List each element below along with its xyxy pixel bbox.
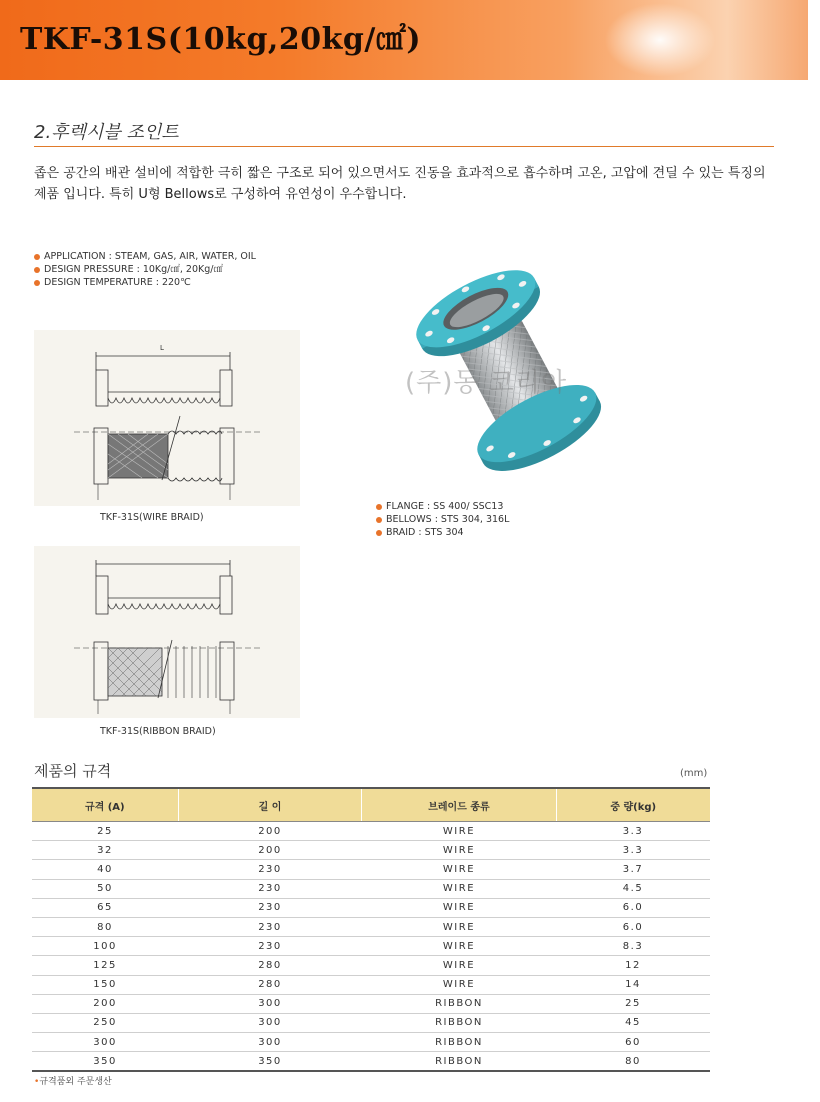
- table-cell: 125: [32, 956, 178, 975]
- table-cell: 300: [178, 1013, 362, 1032]
- bullet-icon: •: [34, 1077, 40, 1087]
- table-body: [32, 822, 710, 1072]
- table-row: [32, 975, 710, 994]
- dimension-label: L: [160, 344, 164, 352]
- table-header-row: [32, 788, 710, 822]
- spec-list: [34, 250, 256, 289]
- wire-braid-diagram: [34, 330, 300, 506]
- material-item: BELLOWS : STS 304, 316L: [376, 513, 509, 526]
- materials-list: [376, 500, 509, 539]
- table-row: [32, 937, 710, 956]
- table-cell: WIRE: [362, 917, 556, 936]
- table-cell: 150: [32, 975, 178, 994]
- table-cell: 300: [178, 994, 362, 1013]
- material-item: BRAID : STS 304: [376, 526, 509, 539]
- title-banner: [0, 0, 808, 80]
- bullet-icon: [34, 254, 40, 260]
- table-cell: 40: [32, 860, 178, 879]
- table-row: [32, 879, 710, 898]
- table-cell: 25: [556, 994, 710, 1013]
- table-cell: 230: [178, 937, 362, 956]
- table-cell: 12: [556, 956, 710, 975]
- table-cell: 280: [178, 956, 362, 975]
- table-cell: 200: [178, 822, 362, 841]
- wire-braid-caption: TKF-31S(WIRE BRAID): [100, 512, 204, 523]
- spec-item: APPLICATION : STEAM, GAS, AIR, WATER, OIL: [34, 250, 256, 263]
- column-header-braid-type: 브레이드 종류: [362, 788, 556, 822]
- table-cell: 6.0: [556, 898, 710, 917]
- table-cell: WIRE: [362, 841, 556, 860]
- table-cell: RIBBON: [362, 994, 556, 1013]
- table-cell: 200: [178, 841, 362, 860]
- spec-table: [32, 787, 710, 1072]
- wire-braid-drawing: [34, 330, 300, 506]
- table-cell: RIBBON: [362, 1013, 556, 1032]
- table-cell: WIRE: [362, 937, 556, 956]
- table-cell: 230: [178, 898, 362, 917]
- table-row: [32, 956, 710, 975]
- ribbon-braid-caption: TKF-31S(RIBBON BRAID): [100, 726, 216, 737]
- table-row: [32, 994, 710, 1013]
- spec-item: DESIGN TEMPERATURE : 220℃: [34, 276, 256, 289]
- table-row: [32, 841, 710, 860]
- table-cell: 280: [178, 975, 362, 994]
- bullet-icon: [376, 530, 382, 536]
- column-header-weight: 중 량(kg): [556, 788, 710, 822]
- table-cell: 65: [32, 898, 178, 917]
- unit-label: (mm): [680, 768, 708, 779]
- table-cell: 3.7: [556, 860, 710, 879]
- section-title: 2.후렉시블 조인트: [34, 122, 179, 143]
- table-cell: 230: [178, 860, 362, 879]
- table-cell: 230: [178, 879, 362, 898]
- table-row: [32, 917, 710, 936]
- table-cell: WIRE: [362, 975, 556, 994]
- table-row: [32, 860, 710, 879]
- table-cell: WIRE: [362, 860, 556, 879]
- bullet-icon: [376, 517, 382, 523]
- bullet-icon: [34, 267, 40, 273]
- table-cell: WIRE: [362, 822, 556, 841]
- table-row: [32, 822, 710, 841]
- table-row: [32, 898, 710, 917]
- table-cell: 80: [556, 1052, 710, 1072]
- table-cell: 80: [32, 917, 178, 936]
- table-cell: 230: [178, 917, 362, 936]
- table-cell: 100: [32, 937, 178, 956]
- table-row: [32, 1033, 710, 1052]
- table-cell: WIRE: [362, 879, 556, 898]
- bullet-icon: [376, 504, 382, 510]
- table-cell: RIBBON: [362, 1052, 556, 1072]
- table-cell: 300: [178, 1033, 362, 1052]
- table-cell: 250: [32, 1013, 178, 1032]
- table-cell: 14: [556, 975, 710, 994]
- table-cell: 200: [32, 994, 178, 1013]
- watermark: (주)동 코리아: [405, 368, 568, 398]
- bullet-icon: [34, 280, 40, 286]
- ribbon-braid-drawing: [34, 546, 300, 718]
- table-cell: WIRE: [362, 956, 556, 975]
- table-cell: 6.0: [556, 917, 710, 936]
- section-divider: [34, 146, 774, 147]
- table-cell: 32: [32, 841, 178, 860]
- table-cell: WIRE: [362, 898, 556, 917]
- page-title: TKF-31S(10kg,20kg/㎠): [20, 22, 422, 57]
- material-item: FLANGE : SS 400/ SSC13: [376, 500, 509, 513]
- table-cell: 60: [556, 1033, 710, 1052]
- intro-paragraph: 좁은 공간의 배관 설비에 적합한 극히 짧은 구조로 되어 있으면서도 진동을 효과적으로 흡수하며 고온, 고압에 견딜 수 있는 특징의 제품 입니다. 특히 U형 Bellows로 구성하여 유연성이 우수합니다.: [34, 166, 766, 202]
- table-cell: 3.3: [556, 841, 710, 860]
- ribbon-braid-diagram: [34, 546, 300, 718]
- table-title: 제품의 규격: [34, 762, 112, 780]
- table-cell: 300: [32, 1033, 178, 1052]
- table-cell: 8.3: [556, 937, 710, 956]
- table-cell: RIBBON: [362, 1033, 556, 1052]
- banner-glow: [600, 0, 720, 80]
- column-header-length: 길 이: [178, 788, 362, 822]
- table-cell: 350: [32, 1052, 178, 1072]
- table-cell: 50: [32, 879, 178, 898]
- table-row: [32, 1013, 710, 1032]
- table-cell: 25: [32, 822, 178, 841]
- footnote: •규격품외 주문생산: [34, 1077, 112, 1087]
- spec-item: DESIGN PRESSURE : 10Kg/㎠, 20Kg/㎠: [34, 263, 256, 276]
- column-header-size: 규격 (A): [32, 788, 178, 822]
- table-cell: 45: [556, 1013, 710, 1032]
- table-cell: 4.5: [556, 879, 710, 898]
- table-cell: 3.3: [556, 822, 710, 841]
- table-cell: 350: [178, 1052, 362, 1072]
- table-row: [32, 1052, 710, 1072]
